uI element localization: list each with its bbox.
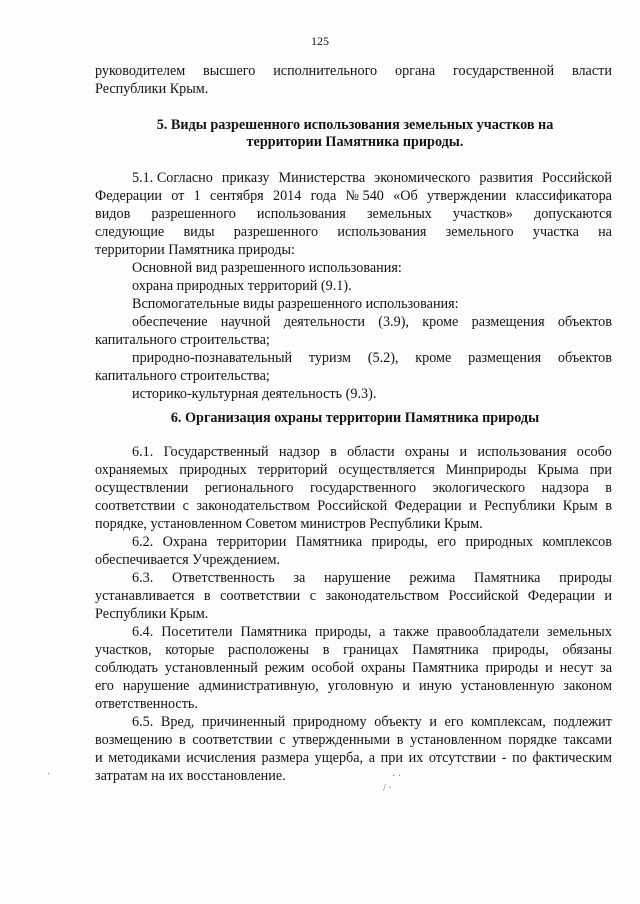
word: участков, — [95, 642, 152, 658]
word: за — [293, 570, 306, 586]
word: туризм — [308, 350, 352, 366]
text-line: Основной вид разрешенного использования: — [132, 260, 402, 276]
text-line: Республики Крым. — [95, 606, 209, 622]
text-line: Вспомогательные виды разрешенного использования: — [132, 296, 459, 312]
word: законом — [563, 678, 612, 694]
word: природы, — [371, 534, 428, 550]
word: Памятника — [295, 534, 363, 550]
word: утверждении — [426, 188, 507, 204]
word: с — [279, 732, 286, 748]
word: кроме — [422, 314, 459, 330]
word: классификатора — [515, 188, 612, 204]
word: комплексов — [542, 534, 612, 550]
word: природных — [179, 462, 247, 478]
word: руководителем — [95, 63, 186, 79]
word: осуществляется — [338, 462, 435, 478]
text-line: Республики Крым. — [95, 81, 209, 97]
word: при — [589, 462, 612, 478]
word: № 540 — [345, 188, 384, 204]
word: использования — [477, 444, 567, 460]
word: размещения — [468, 350, 542, 366]
word: особой — [311, 660, 355, 676]
word: (3.9), — [378, 314, 409, 330]
word: «Об — [393, 188, 418, 204]
word: Государственный — [163, 444, 269, 460]
word: Российской — [448, 588, 519, 604]
word: 6.1. — [132, 444, 154, 460]
word: Крым — [562, 498, 598, 514]
word: следующие — [95, 224, 165, 240]
word: комплексам, — [471, 714, 546, 730]
word: земельных — [366, 206, 432, 222]
word: возмещению — [95, 732, 173, 748]
word: их — [408, 750, 424, 766]
word: года — [310, 188, 337, 204]
word: объектов — [557, 350, 612, 366]
word: расположены — [228, 642, 310, 658]
text-line: историко-культурная деятельность (9.3). — [132, 386, 377, 402]
word: природы — [485, 660, 539, 676]
word: 6.5. — [132, 714, 154, 730]
word: отсутствии — [428, 750, 497, 766]
word: размера — [261, 750, 309, 766]
word: природному — [292, 714, 367, 730]
word: Охрана — [162, 534, 208, 550]
word: Памятника — [412, 642, 479, 658]
text-line — [95, 588, 612, 606]
word: территорий — [257, 462, 328, 478]
word: установленном — [410, 732, 502, 748]
word: природных — [465, 534, 533, 550]
text-line: порядке, установленном Советом министров Республики Крым. — [95, 516, 483, 532]
word: и — [459, 444, 468, 460]
text-line — [132, 314, 612, 332]
word: режим — [264, 660, 305, 676]
word: уголовную — [327, 678, 394, 694]
word: обеспечение — [132, 314, 208, 330]
word: при — [380, 750, 403, 766]
word: Федерации — [95, 188, 163, 204]
text-line: капитального строительства; — [95, 332, 270, 348]
word: охраняемых — [95, 462, 169, 478]
text-line — [95, 498, 612, 516]
word: соответствии — [192, 732, 273, 748]
text-line — [132, 570, 612, 588]
text-line — [132, 444, 612, 462]
word: подлежит — [553, 714, 612, 730]
word: Крыма — [537, 462, 579, 478]
text-line — [95, 642, 612, 660]
word: охраны — [404, 444, 450, 460]
word: границах — [343, 642, 399, 658]
word: охраны — [360, 660, 406, 676]
word: (5.2), — [367, 350, 399, 366]
word: 6.4. — [132, 624, 154, 640]
word: кроме — [415, 350, 452, 366]
word: 6.2. — [132, 534, 154, 550]
word: Российской — [542, 170, 612, 186]
text-line — [95, 206, 612, 224]
text-line — [132, 714, 612, 732]
word: области — [347, 444, 395, 460]
word: в — [322, 642, 330, 658]
word: экологического — [432, 480, 526, 496]
text-line — [95, 750, 612, 768]
word: а — [368, 750, 376, 766]
word: Посетители — [161, 624, 233, 640]
word: использования — [256, 206, 346, 222]
word: объектов — [557, 314, 612, 330]
scan-speck: / · — [383, 783, 392, 794]
word: иную — [418, 678, 452, 694]
word: осуществлении — [95, 480, 189, 496]
word: участка — [532, 224, 579, 240]
word: разрешенного — [233, 224, 319, 240]
text-line — [95, 678, 612, 696]
text-line — [95, 732, 612, 750]
word: и — [604, 588, 612, 604]
text-line — [132, 350, 612, 368]
word: устанавливается — [95, 588, 195, 604]
word: административную, — [198, 678, 319, 694]
word: установленную — [460, 678, 555, 694]
word: и — [469, 498, 477, 514]
text-line: затратам на их восстановление. — [95, 768, 286, 784]
word: методиками — [108, 750, 181, 766]
word: с — [309, 588, 317, 604]
section-6-heading: 6. Организация охраны территории Памятника природы — [170, 410, 540, 426]
text-line: капитального строительства; — [95, 368, 270, 384]
word: высшего — [203, 63, 256, 79]
word: соответствии — [220, 588, 301, 604]
word: особо — [576, 444, 612, 460]
word: причиненный — [202, 714, 286, 730]
word: 2014 — [272, 188, 302, 204]
word: его — [437, 534, 457, 550]
word: природы, — [314, 624, 372, 640]
word: допускаются — [534, 206, 612, 222]
word: от — [171, 188, 185, 204]
section-5-heading: 5. Виды разрешенного использования земельных участков на — [156, 117, 554, 133]
word: соблюдать — [95, 660, 159, 676]
word: соответствии — [95, 498, 176, 514]
word: Министерства — [278, 170, 366, 186]
word: в — [179, 732, 186, 748]
word: виды — [183, 224, 215, 240]
scan-speck: · — [47, 769, 51, 780]
word: а — [379, 624, 386, 640]
word: Ответственность — [171, 570, 275, 586]
word: Вред, — [160, 714, 195, 730]
word: экономического — [374, 170, 471, 186]
word: Памятника — [474, 570, 541, 586]
text-line: ответственность. — [95, 696, 198, 712]
word: которые — [165, 642, 215, 658]
word: исполнительного — [273, 63, 378, 79]
word: развития — [479, 170, 534, 186]
word: фактическим — [532, 750, 612, 766]
word: обязаны — [562, 642, 612, 658]
word: нарушение — [122, 678, 190, 694]
word: размещения — [471, 314, 545, 330]
word: законодательством — [325, 588, 440, 604]
word: его — [95, 678, 114, 694]
text-line: обеспечивается Учреждением. — [95, 552, 281, 568]
word: в — [203, 588, 211, 604]
word: в — [605, 498, 612, 514]
word: его — [444, 714, 464, 730]
word: и — [429, 714, 437, 730]
word: государственной — [453, 63, 555, 79]
text-line: территории Памятника природы: — [95, 242, 295, 258]
word: по — [512, 750, 527, 766]
word: природы — [559, 570, 612, 586]
word: 5.1. Согласно — [132, 170, 213, 186]
word: за — [600, 660, 612, 676]
word: Федерации — [394, 498, 462, 514]
word: установленный — [164, 660, 258, 676]
text-line — [95, 224, 612, 242]
text-line: охрана природных территорий (9.1). — [132, 278, 352, 294]
word: Федерации — [527, 588, 595, 604]
word: несут — [559, 660, 594, 676]
scan-speck: · · — [392, 771, 402, 782]
word: с — [182, 498, 189, 514]
word: деятельности — [283, 314, 365, 330]
word: государственного — [309, 480, 417, 496]
word: порядке — [508, 732, 557, 748]
word: научной — [220, 314, 271, 330]
text-line — [95, 480, 612, 498]
word: Памятника — [412, 660, 479, 676]
word: и — [545, 660, 553, 676]
word: органа — [394, 63, 436, 79]
word: видов — [95, 206, 131, 222]
word: объекту — [374, 714, 422, 730]
text-line — [132, 624, 612, 642]
word: власти — [571, 63, 612, 79]
word: Российской — [317, 498, 388, 514]
page-number: 125 — [311, 34, 329, 48]
word: территории — [216, 534, 287, 550]
word: земельных — [546, 624, 612, 640]
word: надзор — [278, 444, 320, 460]
word: использования — [337, 224, 427, 240]
word: на — [598, 224, 612, 240]
word: правообладатели — [436, 624, 540, 640]
text-line — [95, 188, 612, 206]
word: разрешенного — [151, 206, 236, 222]
text-line — [132, 534, 612, 552]
word: Минприроды — [445, 462, 527, 478]
word: природы, — [492, 642, 549, 658]
word: законодательством — [196, 498, 310, 514]
word: земельного — [445, 224, 514, 240]
word: - — [501, 750, 507, 766]
word: природно-познавательный — [132, 350, 293, 366]
word: ущерба, — [314, 750, 364, 766]
word: и — [95, 750, 103, 766]
text-line — [95, 462, 612, 480]
word: и — [402, 678, 410, 694]
word: 6.3. — [132, 570, 154, 586]
word: таксами — [563, 732, 612, 748]
section-5-heading: территории Памятника природы. — [246, 134, 464, 150]
word: приказу — [221, 170, 270, 186]
word: Республики — [484, 498, 556, 514]
word: в — [605, 480, 612, 496]
word: участков» — [452, 206, 514, 222]
word: также — [393, 624, 429, 640]
word: нарушение — [324, 570, 391, 586]
text-line — [95, 63, 612, 81]
word: регионального — [204, 480, 294, 496]
word: надзора — [541, 480, 589, 496]
word: в — [330, 444, 337, 460]
word: утвержденными — [292, 732, 391, 748]
word: в — [396, 732, 404, 748]
word: режима — [409, 570, 456, 586]
word: исчисления — [186, 750, 256, 766]
text-line — [132, 170, 612, 188]
word: 1 — [193, 188, 201, 204]
text-line — [95, 660, 612, 678]
word: Памятника — [240, 624, 307, 640]
word: сентября — [209, 188, 264, 204]
